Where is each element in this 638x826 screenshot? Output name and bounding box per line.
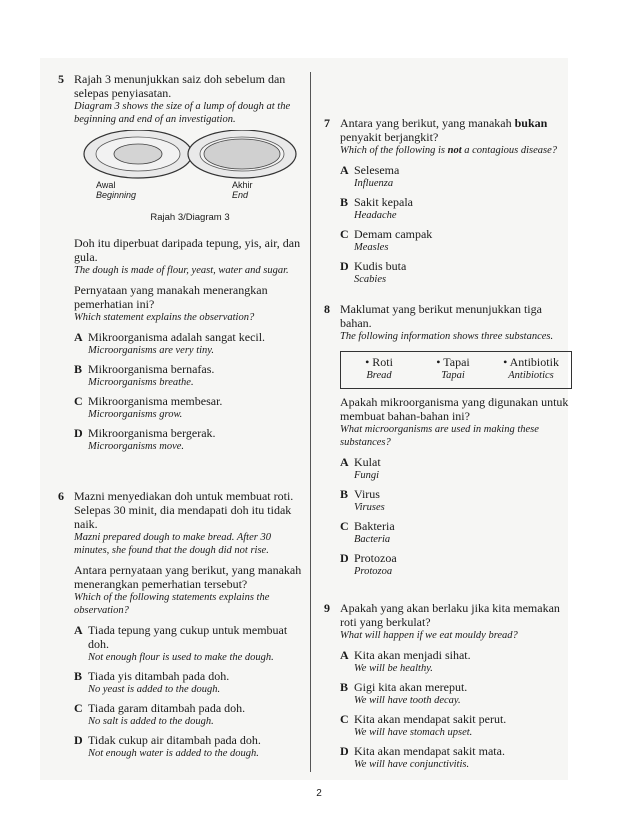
question-6 bbox=[58, 489, 306, 765]
answer-options bbox=[340, 648, 572, 771]
end-label-english: End bbox=[232, 190, 249, 200]
option-c[interactable]: C Tiada garam ditambah pada doh. No salt is added to the dough. bbox=[74, 701, 246, 727]
answer-options bbox=[340, 163, 572, 286]
start-label-english: Beginning bbox=[96, 190, 137, 200]
stem-english: Diagram 3 shows the size of a lump of dough at the beginning and end of an investigation. bbox=[74, 101, 291, 125]
diagram-caption: Rajah 3/Diagram 3 bbox=[150, 212, 230, 223]
option-d[interactable]: D Protozoa Protozoa bbox=[340, 551, 397, 577]
start-label-malay: Awal bbox=[96, 180, 116, 190]
stem-malay: Mazni menyediakan doh untuk membuat roti. Selepas 30 minit, dia mendapati doh itu tidak naik. bbox=[74, 489, 294, 531]
answer-options bbox=[74, 623, 306, 760]
option-b[interactable]: B Mikroorganisma bernafas. Microorganisms breathe. bbox=[74, 362, 215, 388]
option-d[interactable]: D Tidak cukup air ditambah pada doh. Not enough water is added to the dough. bbox=[74, 733, 261, 759]
answer-options bbox=[74, 330, 306, 453]
option-b[interactable]: B Virus Viruses bbox=[340, 487, 385, 513]
stem-english: Mazni prepared dough to make bread. After 30 minutes, she found that the dough did not rise. bbox=[74, 532, 271, 556]
substance-2: • Tapai bbox=[436, 355, 470, 369]
question-number: 9 bbox=[324, 601, 330, 615]
question-english: Which of the following statements explains the observation? bbox=[74, 592, 270, 616]
info-malay: Doh itu diperbuat daripada tepung, yis, air, dan gula. bbox=[74, 236, 301, 264]
stem-english: Which of the following is not a contagious disease? bbox=[340, 145, 558, 156]
option-c[interactable]: C Demam campak Measles bbox=[340, 227, 433, 253]
option-a[interactable]: A Selesema Influenza bbox=[340, 163, 400, 189]
question-number: 7 bbox=[324, 116, 330, 130]
question-number: 6 bbox=[58, 489, 64, 503]
question-malay: Pernyataan yang manakah menerangkan pemerhatian ini? bbox=[74, 283, 268, 311]
option-c[interactable]: C Mikroorganisma membesar. Microorganisms grow. bbox=[74, 394, 223, 420]
question-malay: Antara pernyataan yang berikut, yang manakah menerangkan pemerhatian tersebut? bbox=[74, 563, 302, 591]
option-d[interactable]: D Kudis buta Scabies bbox=[340, 259, 407, 285]
substance-1: • Roti bbox=[365, 355, 393, 369]
negation-emphasis: bukan bbox=[514, 116, 548, 130]
option-b[interactable]: B Sakit kepala Headache bbox=[340, 195, 413, 221]
option-c[interactable]: C Kita akan mendapat sakit perut. We will have stomach upset. bbox=[340, 712, 507, 738]
stem-english: The following information shows three substances. bbox=[340, 331, 554, 342]
question-9 bbox=[324, 601, 572, 776]
stem-malay: Maklumat yang berikut menunjukkan tiga bahan. bbox=[340, 302, 542, 330]
question-5 bbox=[58, 72, 306, 458]
question-malay: Apakah mikroorganisma yang digunakan untuk membuat bahan-bahan ini? bbox=[340, 395, 569, 423]
substances-box: • Roti Bread • Tapai Tapai • Antibiotik Antibiotics bbox=[340, 351, 572, 389]
question-number: 5 bbox=[58, 72, 64, 86]
stem-malay: Antara yang berikut, yang manakah bukan penyakit berjangkit? bbox=[340, 116, 548, 144]
question-8 bbox=[324, 302, 572, 583]
info-english: The dough is made of flour, yeast, water and sugar. bbox=[74, 265, 289, 276]
question-7 bbox=[324, 116, 572, 291]
question-number: 8 bbox=[324, 302, 330, 316]
option-a[interactable]: A Tiada tepung yang cukup untuk membuat doh. Not enough flour is used to make the dough. bbox=[74, 623, 288, 663]
stem-english: What will happen if we eat mouldy bread? bbox=[340, 630, 518, 641]
option-d[interactable]: D Kita akan mendapat sakit mata. We will have conjunctivitis. bbox=[340, 744, 505, 770]
stem-malay: Apakah yang akan berlaku jika kita memakan roti yang berkulat? bbox=[340, 601, 560, 629]
option-b[interactable]: B Tiada yis ditambah pada doh. No yeast is added to the dough. bbox=[74, 669, 230, 695]
column-divider bbox=[310, 72, 311, 772]
question-english: What microorganisms are used in making these substances? bbox=[340, 424, 539, 448]
option-d[interactable]: D Mikroorganisma bergerak. Microorganisms move. bbox=[74, 426, 216, 452]
option-c[interactable]: C Bakteria Bacteria bbox=[340, 519, 395, 545]
page-number: 2 bbox=[316, 788, 322, 799]
answer-options bbox=[340, 455, 572, 578]
stem-malay: Rajah 3 menunjukkan saiz doh sebelum dan selepas penyiasatan. bbox=[74, 72, 286, 100]
option-a[interactable]: A Kita akan menjadi sihat. We will be healthy. bbox=[340, 648, 471, 674]
end-label-malay: Akhir bbox=[232, 180, 253, 190]
option-a[interactable]: A Mikroorganisma adalah sangat kecil. Microorganisms are very tiny. bbox=[74, 330, 266, 356]
option-a[interactable]: A Kulat Fungi bbox=[340, 455, 381, 481]
dough-diagram bbox=[74, 130, 306, 230]
substance-3: • Antibiotik bbox=[503, 355, 559, 369]
option-b[interactable]: B Gigi kita akan mereput. We will have tooth decay. bbox=[340, 680, 468, 706]
question-english: Which statement explains the observation? bbox=[74, 312, 255, 323]
